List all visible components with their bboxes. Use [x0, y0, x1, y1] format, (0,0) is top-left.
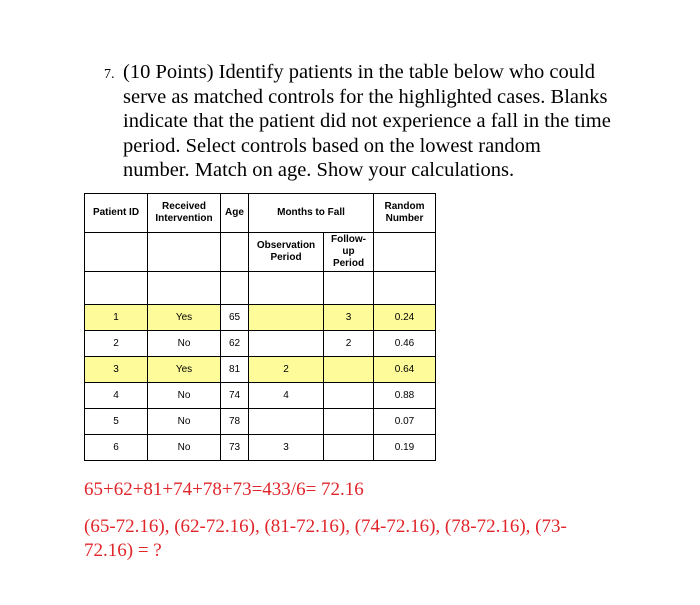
cell-age: 74 [221, 383, 249, 409]
cell-observation [249, 331, 324, 357]
table-row [85, 357, 436, 383]
cell-followup [324, 435, 374, 461]
table-row [85, 305, 436, 331]
cell-followup [324, 383, 374, 409]
table-row [85, 331, 436, 357]
cell-intervention: No [148, 331, 221, 357]
calculation-mean: 65+62+81+74+78+73=433/6= 72.16 [84, 479, 364, 500]
subheader-row [85, 233, 436, 272]
cell-intervention: No [148, 435, 221, 461]
question-text [123, 60, 644, 183]
cell-id: 3 [85, 357, 148, 383]
question-line: (10 Points) Identify patients in the table below who could [123, 61, 595, 83]
cell-age: 65 [221, 305, 249, 331]
calculation-deviations-line: 72.16) = ? [84, 540, 162, 561]
cell-intervention: No [148, 383, 221, 409]
question-line: period. Select controls based on the lowest random [123, 134, 541, 157]
header-months-to-fall: Months to Fall [249, 194, 374, 233]
header-age: Age [221, 194, 249, 233]
cell-observation [249, 409, 324, 435]
cell-followup: 3 [324, 305, 374, 331]
cell-id: 6 [85, 435, 148, 461]
cell-age: 81 [221, 357, 249, 383]
cell-followup [324, 409, 374, 435]
cell-id: 5 [85, 409, 148, 435]
cell-random: 0.64 [374, 357, 436, 383]
cell-age: 62 [221, 331, 249, 357]
cell-id: 4 [85, 383, 148, 409]
calculation-deviations-line: (65-72.16), (62-72.16), (81-72.16), (74-72.16), (78-72.16), (73- [84, 516, 567, 537]
table-row [85, 409, 436, 435]
cell-intervention: Yes [148, 305, 221, 331]
cell-age: 78 [221, 409, 249, 435]
header-patient-id: Patient ID [85, 194, 148, 233]
header-followup-period: Follow- up Period [324, 233, 374, 272]
cell-random: 0.24 [374, 305, 436, 331]
header-received-intervention: Received Intervention [148, 194, 221, 233]
table-row [85, 383, 436, 409]
cell-id: 1 [85, 305, 148, 331]
calculation-deviations [84, 515, 567, 563]
blank-row [85, 272, 436, 305]
cell-followup [324, 357, 374, 383]
question-line: indicate that the patient did not experience a fall in the time [123, 110, 611, 132]
question-block [104, 60, 644, 183]
header-random-number: Random Number [374, 194, 436, 233]
question-number: 7. [104, 67, 115, 82]
cell-random: 0.46 [374, 331, 436, 357]
cell-id: 2 [85, 331, 148, 357]
header-row [85, 194, 436, 233]
cell-observation: 3 [249, 435, 324, 461]
table-row [85, 435, 436, 461]
cell-random: 0.19 [374, 435, 436, 461]
question-line: serve as matched controls for the highlighted cases. Blanks [123, 85, 608, 108]
cell-intervention: No [148, 409, 221, 435]
cell-observation [249, 305, 324, 331]
cell-observation: 4 [249, 383, 324, 409]
cell-random: 0.88 [374, 383, 436, 409]
cell-observation: 2 [249, 357, 324, 383]
cell-intervention: Yes [148, 357, 221, 383]
question-line: number. Match on age. Show your calculations. [123, 159, 515, 181]
cell-followup: 2 [324, 331, 374, 357]
patient-table [84, 193, 436, 461]
cell-random: 0.07 [374, 409, 436, 435]
header-observation-period: Observation Period [249, 233, 324, 272]
cell-age: 73 [221, 435, 249, 461]
